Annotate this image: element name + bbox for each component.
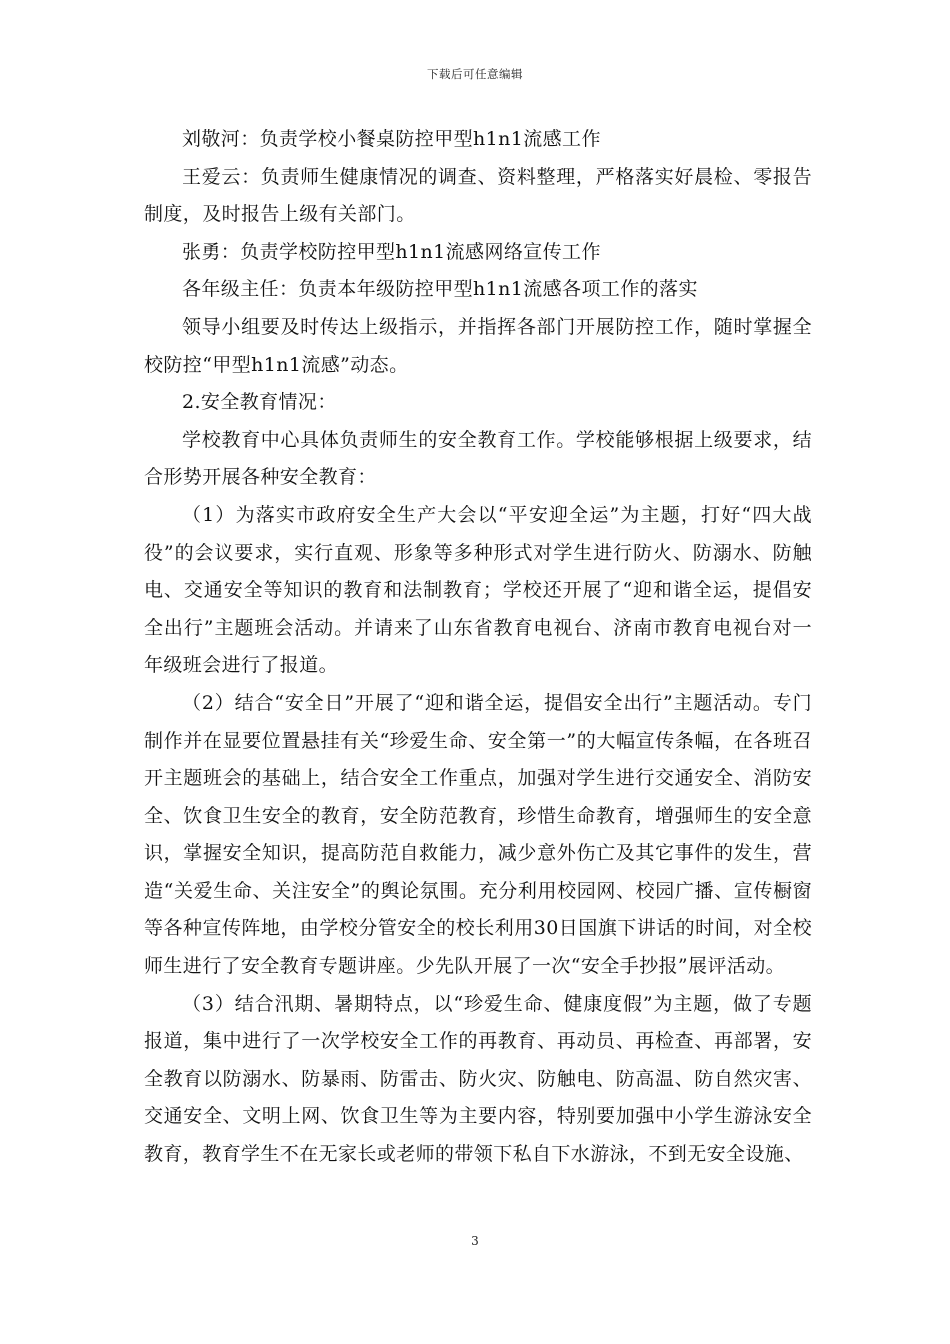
page-number: 3 — [471, 1234, 479, 1248]
section-heading-safety-education: 2.安全教育情况： — [182, 391, 337, 414]
paragraph-7: 学校教育中心具体负责师生的安全教育工作。学校能够根据上级要求，结合形势开展各种安全教育： — [144, 428, 812, 489]
paragraph-5: 领导小组要及时传达上级指示，并指挥各部门开展防控工作，随时掌握全校防控“甲型h1n1流感”动态。 — [144, 315, 812, 376]
paragraph-item-3: （3）结合汛期、暑期特点，以“珍爱生命、健康度假”为主题，做了专题报道，集中进行了一次学校安全工作的再教育、再动员、再检查、再部署，安全教育以防溺水、防暴雨、防雷击、防火灾、防触电、防高温、防自然灾害、交通安全、文明上网、饮食卫生等为主要内容，特别要加强中小学生游泳安全教育，教育学生不在无家长或老师的带领下私自下水游泳，不到无安全设施、 — [144, 992, 812, 1166]
paragraph-3: 张勇：负责学校防控甲型h1n1流感网络宣传工作 — [182, 240, 601, 263]
document-body — [144, 121, 812, 1174]
paragraph-item-2: （2）结合“安全日”开展了“迎和谐全运，提倡安全出行”主题活动。专门制作并在显要位置悬挂有关“珍爱生命、安全第一”的大幅宣传条幅，在各班召开主题班会的基础上，结合安全工作重点，加强对学生进行交通安全、消防安全、饮食卫生安全的教育，安全防范教育，珍惜生命教育，增强师生的安全意识，掌握安全知识，提高防范自救能力，减少意外伤亡及其它事件的发生，营造“关爱生命、关注安全”的舆论氛围。充分利用校园网、校园广播、宣传橱窗等各种宣传阵地，由学校分管安全的校长利用30日国旗下讲话的时间，对全校师生进行了安全教育专题讲座。少先队开展了一次“安全手抄报”展评活动。 — [144, 691, 812, 978]
paragraph-2: 王爱云：负责师生健康情况的调查、资料整理，严格落实好晨检、零报告制度，及时报告上级有关部门。 — [144, 165, 812, 226]
paragraph-item-1: （1）为落实市政府安全生产大会以“平安迎全运”为主题，打好“四大战役”的会议要求，实行直观、形象等多种形式对学生进行防火、防溺水、防触电、交通安全等知识的教育和法制教育；学校还开展了“迎和谐全运，提倡安全出行”主题班会活动。并请来了山东省教育电视台、济南市教育电视台对一年级班会进行了报道。 — [144, 503, 812, 677]
page-header-note: 下载后可任意编辑 — [427, 67, 523, 81]
paragraph-1: 刘敬河：负责学校小餐桌防控甲型h1n1流感工作 — [182, 128, 601, 150]
paragraph-4: 各年级主任：负责本年级防控甲型h1n1流感各项工作的落实 — [182, 278, 698, 301]
